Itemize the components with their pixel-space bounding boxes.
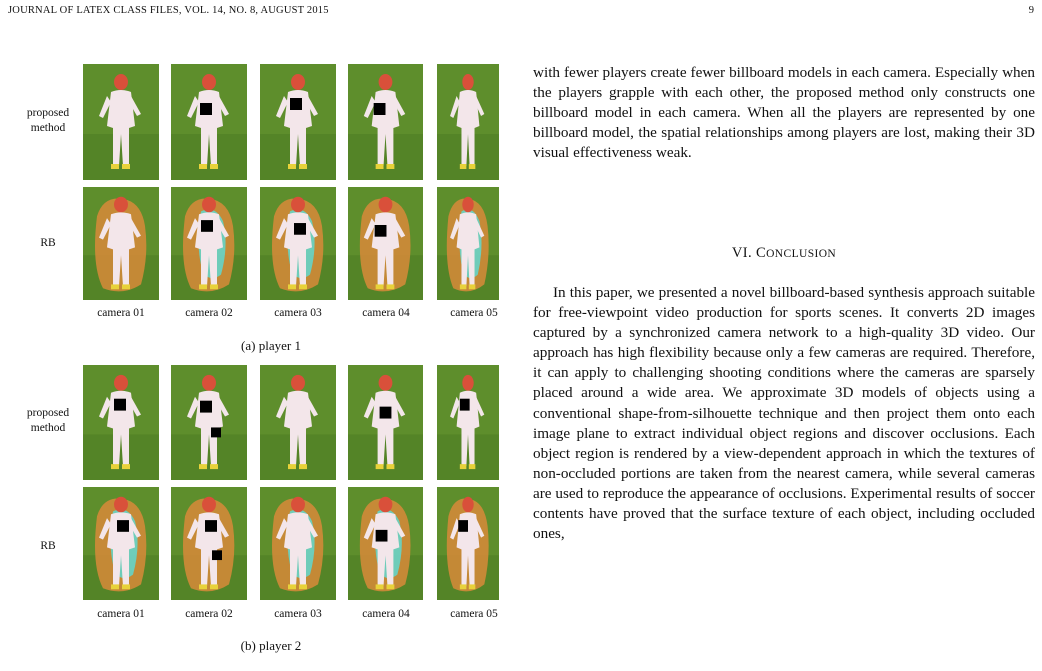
result-thumbnail	[260, 487, 336, 600]
section-heading: VI. CONCLUSION	[731, 245, 837, 261]
camera-label: camera 01	[97, 307, 145, 319]
result-thumbnail	[171, 487, 247, 600]
body-text-top	[533, 63, 1035, 163]
camera-label: camera 04	[362, 307, 410, 319]
caption-a: (a) player 1	[241, 338, 301, 353]
row-label-proposed-1: proposed method	[26, 107, 70, 134]
result-thumbnail	[171, 365, 247, 480]
camera-label: camera 03	[274, 608, 322, 620]
result-thumbnail	[260, 187, 336, 300]
page-header-left: JOURNAL OF LATEX CLASS FILES, VOL. 14, NO. 8, AUGUST 2015	[8, 5, 329, 16]
paragraph: In this paper, we presented a novel billboard-based synthesis approach suitable for free-viewpoint video production for sports scenes. It converts 2D images captured by a synchronized camera network to a high-quality 3D video. Our approach has high flexibility because only a few cameras are required. Therefore, it can apply to challenging shooting conditions where the cameras are sparsely placed around a wide area. We approximate 3D models of objects using a conventional shape-from-silhouette technique and then project them onto each image plane to extract individual object regions and discover occlusions. Each object region is rendered by a view-dependent approach in which the textures of non-occluded portions are taken from the nearest camera, while several cameras are used to reproduce the appearance of occlusions. Experimental results of soccer contents have proved that the surface texture of each object, including occluded ones,	[533, 284, 1035, 543]
result-thumbnail	[171, 64, 247, 180]
row-label-proposed-2: proposed method	[26, 407, 70, 434]
body-text-conclusion	[533, 283, 1035, 544]
camera-label: camera 01	[97, 608, 145, 620]
row-label-rb-2: RB	[40, 540, 56, 552]
page-number: 9	[1028, 5, 1034, 16]
camera-label: camera 02	[185, 608, 233, 620]
result-thumbnail	[437, 487, 499, 600]
paragraph: with fewer players create fewer billboard models in each camera. Especially when the players grapple with each other, the proposed method only constructs one billboard model in each camera. When all the players are represented by one billboard model, the spatial relationships among players are lost, making their 3D visual effectiveness weak.	[533, 64, 1035, 162]
result-thumbnail	[83, 187, 159, 300]
figure	[0, 0, 510, 671]
result-thumbnail	[348, 187, 423, 300]
result-thumbnail	[171, 187, 247, 300]
result-thumbnail	[348, 487, 423, 600]
result-thumbnail	[83, 64, 159, 180]
row-label-rb-1: RB	[40, 237, 56, 249]
camera-label: camera 03	[274, 307, 322, 319]
camera-label: camera 02	[185, 307, 233, 319]
camera-label: camera 04	[362, 608, 410, 620]
result-thumbnail	[260, 64, 336, 180]
result-thumbnail	[437, 187, 499, 300]
result-thumbnail	[348, 64, 423, 180]
result-thumbnail	[260, 365, 336, 480]
result-thumbnail	[83, 487, 159, 600]
caption-b: (b) player 2	[240, 638, 302, 653]
result-thumbnail	[437, 64, 499, 180]
result-thumbnail	[437, 365, 499, 480]
result-thumbnail	[348, 365, 423, 480]
camera-label: camera 05	[450, 608, 498, 620]
result-thumbnail	[83, 365, 159, 480]
camera-label: camera 05	[450, 307, 498, 319]
